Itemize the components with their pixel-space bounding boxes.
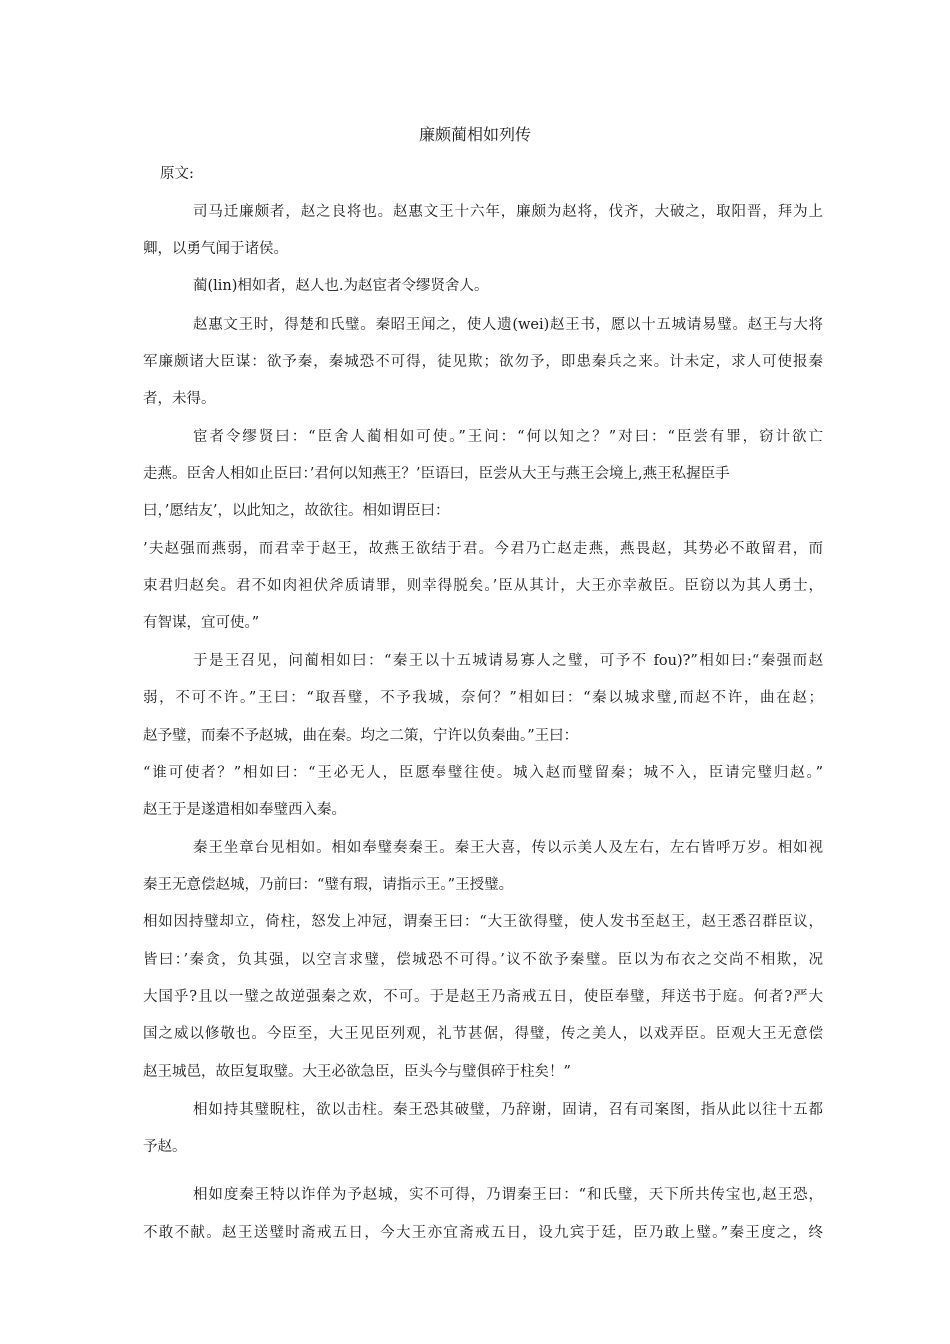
page-title: 廉颇蔺相如列传 [418, 125, 531, 144]
text-line: 司马迁廉颇者，赵之良将也。赵惠文王十六年，廉颇为赵将，伐齐，大破之，取阳晋，拜为上 [193, 204, 823, 220]
text-line: 皆曰：’秦贪，负其强，以空言求璧，偿城恐不可得。’议不欲予秦璧。臣以为布衣之交尚不相欺，况 [143, 952, 823, 968]
text-line: 走燕。臣舍人相如止臣曰：’君何以知燕王？’臣语曰，臣尝从大王与燕王会境上,燕王私握臣手 [143, 466, 730, 482]
text-line: 蔺(lin)相如者，赵人也.为赵宦者令缪贤舍人。 [193, 278, 489, 294]
text-line: 秦王坐章台见相如。相如奉璧奏秦王。秦王大喜，传以示美人及左右，左右皆呼万岁。相如视 [193, 840, 823, 856]
text-line: 于是王召见，问蔺相如曰：“秦王以十五城请易寡人之璧，可予不 fou)?”相如曰:“秦强而赵 [193, 653, 823, 669]
text-line: ’夫赵强而燕弱，而君幸于赵王，故燕王欲结于君。今君乃亡赵走燕，燕畏赵，其势必不敢留君，而 [143, 541, 823, 557]
text-line: 束君归赵矣。君不如肉袒伏斧质请罪，则幸得脱矣。’臣从其计，大王亦幸赦臣。臣窃以为其人勇士， [143, 578, 823, 594]
text-line: 赵王城邑，故臣复取璧。大王必欲急臣，臣头今与璧俱碎于柱矣！” [143, 1064, 571, 1080]
text-line: 弱，不可不许。”王曰：“取吾璧，不予我城，奈何？”相如曰：“秦以城求璧,而赵不许，曲在赵； [143, 690, 823, 706]
text-line: 曰，’愿结友’，以此知之，故欲往。相如谓臣曰： [143, 503, 450, 519]
text-line: “谁可使者？”相如曰：“王必无人，臣愿奉璧往使。城入赵而璧留秦；城不入，臣请完璧归赵。” [143, 765, 823, 781]
text-line: 者，未得。 [143, 391, 216, 407]
section-label: 原文: [160, 166, 194, 182]
text-line: 相如因持璧却立，倚柱，怒发上冲冠，谓秦王曰：“大王欲得璧，使人发书至赵王，赵王悉召群臣议， [143, 914, 823, 930]
text-line: 相如度秦王特以诈佯为予赵城，实不可得，乃谓秦王曰：“和氏璧，天下所共传宝也,赵王恐， [193, 1187, 823, 1203]
text-line: 予赵。 [143, 1139, 187, 1155]
text-line: 赵王于是遂遣相如奉璧西入秦。 [143, 802, 346, 818]
text-line: 秦王无意偿赵城，乃前曰：“璧有瑕，请指示王。”王授璧。 [143, 877, 514, 893]
text-line: 有智谋，宜可使。” [143, 615, 260, 631]
text-line: 宦者令缪贤曰：“臣舍人蔺相如可使。”王问：“何以知之？”对曰：“臣尝有罪，窃计欲亡 [193, 429, 823, 445]
text-line: 大国乎?且以一璧之故逆强秦之欢，不可。于是赵王乃斋戒五日，使臣奉璧，拜送书于庭。何者?严大 [143, 989, 823, 1005]
text-line: 赵惠文王时，得楚和氏璧。秦昭王闻之，使人遗(wei)赵王书，愿以十五城请易璧。赵王与大将 [193, 317, 823, 333]
text-line: 军廉颇诸大臣谋：欲予秦，秦城恐不可得，徒见欺；欲勿予，即患秦兵之来。计未定，求人可使报秦 [143, 354, 823, 370]
text-line: 国之威以修敬也。今臣至，大王见臣列观，礼节甚倨，得璧，传之美人，以戏弄臣。臣观大王无意偿 [143, 1026, 823, 1042]
text-line: 不敢不献。赵王送璧时斋戒五日，今大王亦宜斋戒五日，设九宾于廷，臣乃敢上璧。”秦王度之，终 [143, 1225, 823, 1241]
text-line: 赵予璧，而秦不予赵城，曲在秦。均之二策，宁许以负秦曲。”王曰： [143, 728, 579, 744]
text-line: 相如持其璧睨柱，欲以击柱。秦王恐其破璧，乃辞谢，固请，召有司案图，指从此以往十五都 [193, 1102, 823, 1118]
text-line: 卿，以勇气闻于诸侯。 [143, 241, 288, 257]
